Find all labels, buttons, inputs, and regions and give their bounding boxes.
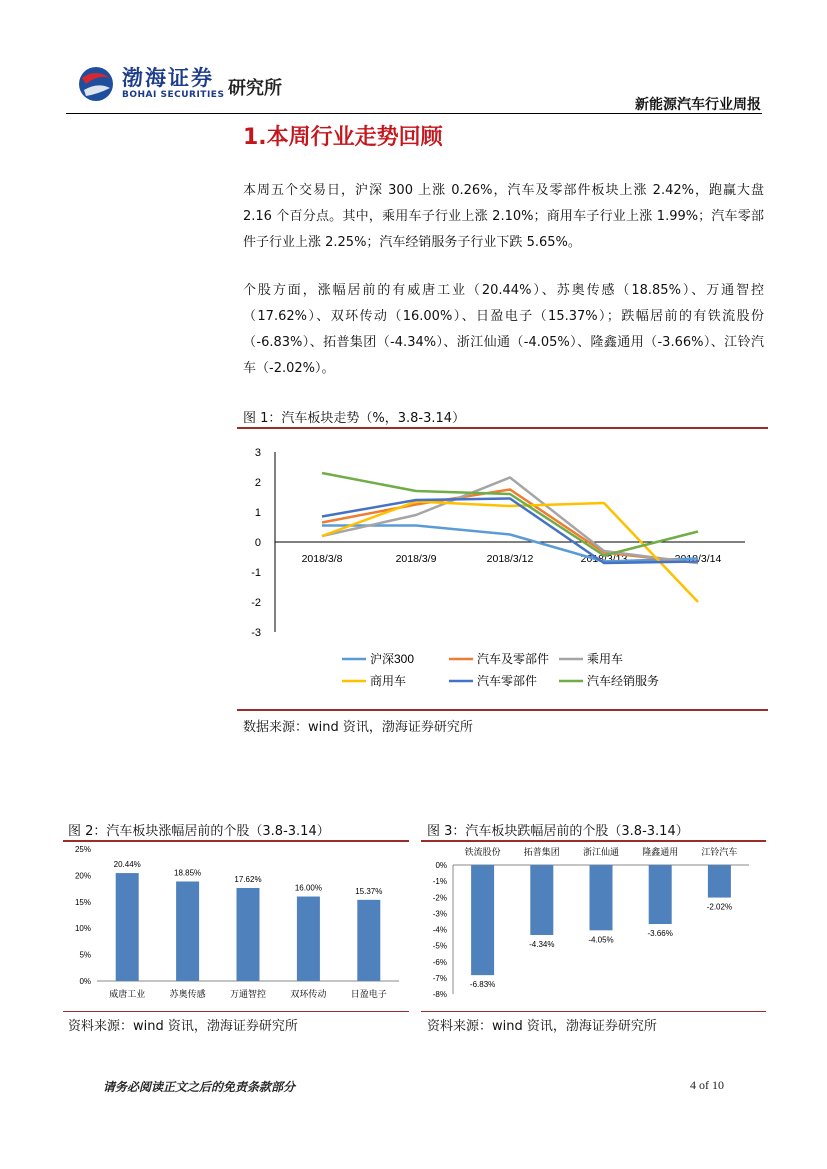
figure2-top-rule — [63, 840, 409, 842]
x-tick-label: 日盈电子 — [350, 989, 387, 999]
figure3-caption: 图 3：汽车板块跌幅居前的个股（3.8-3.14） — [427, 824, 689, 839]
x-tick-label: 2018/3/8 — [301, 553, 343, 565]
y-tick-label: -5% — [432, 941, 447, 951]
data-label: 17.62% — [234, 874, 262, 884]
data-label: 16.00% — [294, 883, 322, 893]
legend-label: 乘用车 — [587, 652, 624, 666]
y-tick-label: 0% — [79, 977, 91, 986]
figure1-caption: 图 1：汽车板块走势（%，3.8-3.14） — [243, 411, 466, 426]
y-tick-label: -3 — [251, 627, 261, 639]
data-label: -3.66% — [647, 929, 673, 939]
bar — [176, 881, 199, 981]
bar — [530, 865, 553, 935]
x-tick-label: 万通智控 — [229, 989, 267, 999]
figure2-caption: 图 2：汽车板块涨幅居前的个股（3.8-3.14） — [68, 824, 330, 839]
legend-label: 汽车零部件 — [477, 674, 538, 688]
legend-label: 汽车经销服务 — [587, 674, 660, 688]
data-label: 15.37% — [355, 886, 383, 896]
x-tick-label: 2018/3/13 — [580, 553, 628, 565]
market-summary-paragraph — [243, 178, 764, 256]
paragraph-text: 本周五个交易日，沪深 300 上涨 0.26%，汽车及零部件板块上涨 2.42%，跑赢大盘 2.16 个百分点。其中，乘用车子行业上涨 2.10%；商用车子行业上涨 1.99%；汽车零部件子行业上涨 2.25%；汽车经销服务子行业下跌 5.65%。 — [243, 183, 764, 250]
data-label: -4.05% — [588, 935, 614, 945]
y-tick-label: -7% — [432, 973, 447, 983]
stock-summary-paragraph — [243, 278, 764, 382]
y-tick-label: 15% — [74, 897, 91, 907]
legend-label: 商用车 — [370, 674, 407, 688]
figure2-bottom-rule — [63, 1011, 409, 1012]
data-label: -4.34% — [529, 939, 555, 949]
data-label: -6.83% — [469, 980, 496, 990]
bar — [649, 865, 672, 924]
figure1-bottom-rule — [237, 709, 768, 711]
x-tick-label: 江铃汽车 — [701, 847, 738, 857]
data-label: 20.44% — [113, 860, 141, 870]
figure1-line-chart — [237, 432, 768, 707]
x-tick-label: 苏奥传感 — [169, 989, 206, 999]
y-tick-label: -2% — [432, 893, 447, 903]
bohai-logo-icon — [76, 64, 116, 104]
data-label: 18.85% — [174, 868, 202, 878]
x-tick-label: 2018/3/14 — [674, 553, 722, 565]
legend-label: 汽车及零部件 — [477, 652, 550, 666]
bar — [590, 865, 613, 930]
paragraph-text: 个股方面，涨幅居前的有威唐工业（20.44%）、苏奥传感（18.85%）、万通智控（17.62%）、双环传动（16.00%）、日盈电子（15.37%）；跌幅居前的有铁流股份（-6.83%）、拓普集团（-4.34%）、浙江仙通（-4.05%）、隆鑫通用（-3.66%）、江铃汽车（-2.02%）。 — [243, 283, 764, 376]
y-tick-label: 3 — [254, 447, 261, 459]
y-tick-label: 10% — [74, 924, 91, 934]
bar — [237, 888, 260, 981]
figure1-source: 数据来源：wind 资讯，渤海证券研究所 — [243, 720, 473, 735]
y-tick-label: -8% — [432, 990, 447, 999]
y-tick-label: 0 — [254, 537, 261, 549]
logo-english-name: BOHAI SECURITIES — [122, 90, 225, 100]
series-line — [322, 502, 698, 603]
y-tick-label: 20% — [74, 871, 91, 881]
figure3-bottom-rule — [421, 1011, 766, 1012]
legend-label: 沪深300 — [370, 652, 415, 666]
y-tick-label: 1 — [254, 507, 261, 519]
x-tick-label: 双环传动 — [290, 989, 327, 999]
y-tick-label: -1% — [432, 877, 447, 887]
x-tick-label: 2018/3/9 — [395, 553, 437, 565]
institute-label: 研究所 — [228, 78, 282, 99]
figure2-bar-chart — [63, 843, 409, 1010]
bar — [357, 900, 380, 981]
section-title: 1.本周行业走势回顾 — [243, 125, 443, 150]
x-tick-label: 拓普集团 — [523, 847, 560, 857]
page-number: 4 of 10 — [690, 1078, 724, 1092]
y-tick-label: 0% — [435, 861, 447, 870]
x-tick-label: 浙江仙通 — [582, 847, 620, 857]
x-tick-label: 隆鑫通用 — [642, 847, 679, 857]
figure1-top-rule — [237, 427, 768, 429]
x-tick-label: 2018/3/12 — [486, 553, 534, 565]
y-tick-label: 2 — [254, 477, 261, 489]
x-tick-label: 威唐工业 — [109, 989, 146, 999]
y-tick-label: -6% — [432, 957, 447, 967]
figure3-source: 资料来源：wind 资讯，渤海证券研究所 — [427, 1019, 657, 1034]
y-tick-label: 5% — [79, 950, 91, 960]
data-label: -2.02% — [706, 902, 733, 912]
y-tick-label: -4% — [432, 925, 447, 935]
figure2-source: 资料来源：wind 资讯，渤海证券研究所 — [68, 1019, 298, 1034]
y-tick-label: -1 — [251, 567, 261, 579]
bar — [297, 897, 320, 981]
logo-chinese-name: 渤海证券 — [122, 66, 214, 90]
bar — [708, 865, 731, 898]
header-divider — [66, 113, 762, 114]
figure3-top-rule — [421, 840, 766, 842]
figure3-bar-chart — [421, 843, 766, 1010]
footer-disclaimer: 请务必阅读正文之后的免责条款部分 — [103, 1080, 296, 1094]
bar — [116, 873, 139, 981]
bar — [471, 865, 494, 975]
y-tick-label: -3% — [432, 909, 447, 919]
y-tick-label: 25% — [74, 845, 91, 854]
report-title: 新能源汽车行业周报 — [635, 97, 761, 113]
y-tick-label: -2 — [251, 597, 261, 609]
x-tick-label: 铁流股份 — [464, 847, 501, 857]
